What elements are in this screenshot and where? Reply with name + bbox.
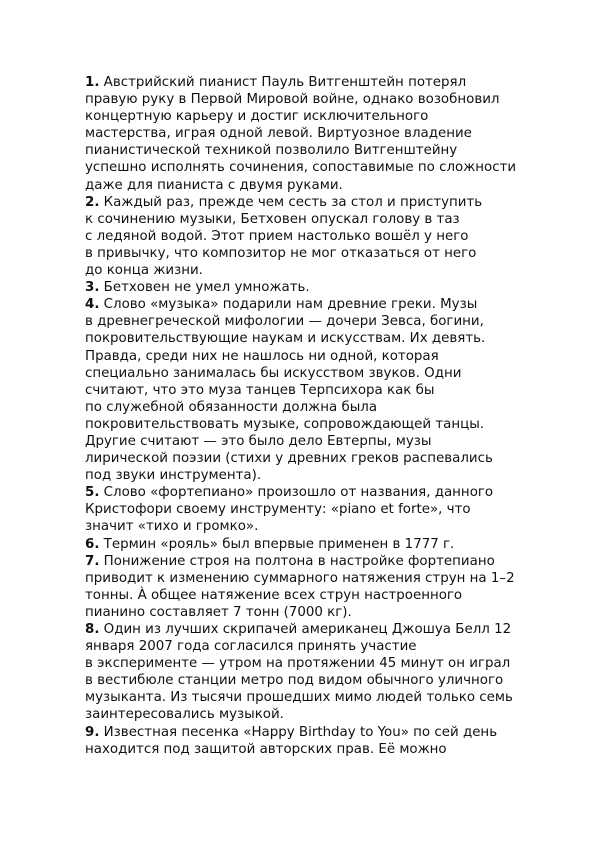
document-page <box>85 74 565 758</box>
text-line <box>85 194 565 211</box>
text-line: тонны. À общее натяжение всех струн настроенного <box>85 587 463 603</box>
text-line: заинтересовались музыкой. <box>85 707 284 723</box>
fact-item-6 <box>85 536 565 553</box>
text-line <box>85 553 565 570</box>
text-line: с ледяной водой. Этот прием настолько вошёл у него <box>85 228 469 244</box>
text-line: в привычку, что композитор не мог отказаться от него <box>85 245 477 261</box>
text-line: Кристофори своему инструменту: «piano et forte», что <box>85 502 471 518</box>
text-line: считают, что это муза танцев Терпсихора как бы <box>85 382 435 398</box>
text-line: января 2007 года согласился принять участие <box>85 639 417 655</box>
text-line: к сочинению музыки, Бетховен опускал голову в таз <box>85 211 460 227</box>
text-line: покровительствующие наукам и искусствам. Их девять. <box>85 331 486 347</box>
fact-item-7 <box>85 553 565 621</box>
text-line <box>85 621 565 638</box>
text-line <box>85 536 565 553</box>
item-number: 2. <box>85 194 100 210</box>
text-line: лирической поэзии (стихи у древних греков распевались <box>85 451 493 467</box>
text-line: даже для пианиста с двумя руками. <box>85 177 343 193</box>
fact-item-5 <box>85 484 565 535</box>
text-line <box>85 296 565 313</box>
item-text: Известная песенка «Happy Birthday to You» по сей день <box>99 724 498 740</box>
text-line: музыканта. Из тысячи прошедших мимо людей только семь <box>85 690 513 706</box>
text-line: покровительствовать музыке, сопровождающей танцы. <box>85 416 485 432</box>
item-text: Австрийский пианист Пауль Витгенштейн потерял <box>99 75 467 90</box>
item-text: Каждый раз, прежде чем сесть за стол и приступить <box>99 194 483 210</box>
text-line: по служебной обязанности должна была <box>85 399 378 415</box>
item-text: Слово «музыка» подарили нам древние греки. Музы <box>99 297 478 313</box>
text-line: до конца жизни. <box>85 263 203 279</box>
text-line <box>85 724 565 741</box>
fact-item-8 <box>85 621 565 724</box>
item-number: 5. <box>85 485 100 501</box>
fact-item-2 <box>85 194 565 279</box>
text-line <box>85 484 565 501</box>
text-line: пианино составляет 7 тонн (7000 кг). <box>85 604 352 620</box>
item-number: 7. <box>85 553 100 569</box>
item-number: 1. <box>85 75 100 90</box>
item-number: 3. <box>85 280 100 296</box>
text-line: под звуки инструмента). <box>85 468 262 484</box>
text-line: значит «тихо и громко». <box>85 519 259 535</box>
item-number: 8. <box>85 622 100 637</box>
item-number: 4. <box>85 297 100 313</box>
text-line <box>85 279 565 296</box>
item-number: 6. <box>85 536 100 552</box>
item-text: Термин «рояль» был впервые применен в 1777 г. <box>99 536 455 552</box>
text-line: в эксперименте — утром на протяжении 45 минут он играл <box>85 656 511 672</box>
item-text: Бетховен не умел умножать. <box>99 280 310 296</box>
fact-item-9 <box>85 724 565 758</box>
text-line: находится под защитой авторских прав. Её можно <box>85 741 447 757</box>
text-line <box>85 74 565 91</box>
text-line: пианистической техникой позволило Витгенштейну <box>85 143 458 159</box>
fact-item-1 <box>85 74 565 194</box>
text-line: Другие считают — это было дело Евтерпы, музы <box>85 433 432 449</box>
item-text: Слово «фортепиано» произошло от названия, данного <box>99 485 494 501</box>
text-line: концертную карьеру и достиг исключительного <box>85 109 429 125</box>
text-line: специально занималась бы искусством звуков. Одни <box>85 365 462 381</box>
text-line: в древнегреческой мифологии — дочери Зевса, богини, <box>85 314 484 330</box>
text-line: Правда, среди них не нашлось ни одной, которая <box>85 348 439 364</box>
text-line: успешно исполнять сочинения, сопоставимые по сложности <box>85 160 517 176</box>
item-text: Понижение строя на полтона в настройке фортепиано <box>99 553 495 569</box>
item-number: 9. <box>85 724 100 740</box>
fact-item-3 <box>85 279 565 296</box>
item-text: Один из лучших скрипачей американец Джошуа Белл 12 <box>99 622 512 637</box>
fact-item-4 <box>85 296 565 484</box>
text-line: приводит к изменению суммарного натяжения струн на 1–2 <box>85 570 515 586</box>
text-line: правую руку в Первой Мировой войне, однако возобновил <box>85 92 500 108</box>
text-line: в вестибюле станции метро под видом обычного уличного <box>85 673 504 689</box>
text-line: мастерства, играя одной левой. Виртуозное владение <box>85 126 472 142</box>
